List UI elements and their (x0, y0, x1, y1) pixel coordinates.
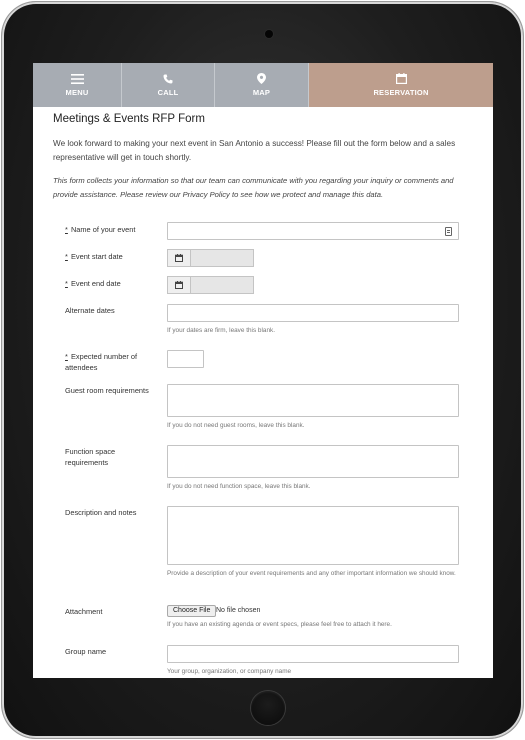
end-date-picker-button[interactable] (167, 276, 190, 294)
event-name-label-text: Name of your event (70, 225, 136, 234)
privacy-notice-text: This form collects your information so that our team can communicate with you regarding your inquiry or comments and provide assistance. Please review our (53, 176, 454, 199)
end-date-field (167, 276, 254, 294)
group-name-input[interactable] (167, 645, 459, 663)
camera-dot (265, 30, 273, 38)
start-date-picker-button[interactable] (167, 249, 190, 267)
phone-icon (163, 74, 173, 84)
event-name-label (65, 224, 160, 235)
attendees-label-text: Expected number of attendees (65, 352, 138, 372)
nav-reservation-label: RESERVATION (373, 88, 429, 97)
required-marker: * (65, 352, 68, 361)
start-date-input[interactable] (190, 249, 254, 267)
top-nav (33, 63, 493, 107)
function-space-textarea[interactable] (167, 445, 459, 478)
privacy-notice-text-end: to see how we protect and manage this data. (229, 189, 384, 199)
description-textarea[interactable] (167, 506, 459, 565)
end-date-label (65, 278, 160, 289)
attendees-label (65, 351, 160, 373)
end-date-input[interactable] (190, 276, 254, 294)
calendar-icon (396, 73, 407, 84)
nav-reservation[interactable] (309, 63, 493, 107)
start-date-label-text: Event start date (70, 252, 123, 261)
privacy-policy-link[interactable]: Privacy Policy (182, 189, 230, 199)
guest-rooms-label: Guest room requirements (65, 386, 149, 395)
function-space-label: Function space requirements (65, 447, 116, 467)
choose-file-button[interactable]: Choose File (167, 605, 216, 617)
alternate-dates-input[interactable] (167, 304, 459, 322)
nav-call[interactable] (122, 63, 215, 107)
required-marker: * (65, 225, 68, 234)
map-pin-icon (257, 73, 266, 84)
contact-card-icon[interactable] (445, 227, 452, 236)
guest-rooms-textarea[interactable] (167, 384, 459, 417)
start-date-label (65, 251, 160, 262)
intro-text: We look forward to making your next event in San Antonio a success! Please fill out the form below and a sales representative will get in touch shortly. (53, 139, 456, 162)
home-button[interactable] (251, 691, 285, 725)
attachment-hint: If you have an existing agenda or event specs, please feel free to attach it here. (167, 621, 392, 628)
description-label: Description and notes (65, 508, 137, 517)
end-date-label-text: Event end date (70, 279, 121, 288)
nav-map[interactable] (215, 63, 309, 107)
attachment-label: Attachment (65, 607, 103, 616)
nav-call-label: CALL (157, 87, 179, 97)
screen (33, 63, 493, 678)
required-marker: * (65, 279, 68, 288)
function-space-hint: If you do not need function space, leave this blank. (167, 483, 311, 490)
calendar-icon (175, 249, 183, 267)
page-title: Meetings & Events RFP Form (53, 113, 205, 125)
guest-rooms-hint: If you do not need guest rooms, leave this blank. (167, 422, 305, 429)
file-status-text: No file chosen (216, 607, 261, 614)
menu-icon (71, 74, 84, 84)
attendees-input[interactable] (167, 350, 204, 368)
alternate-dates-hint: If your dates are firm, leave this blank. (167, 327, 275, 334)
description-hint: Provide a description of your event requirements and any other important information we should know. (167, 570, 456, 577)
group-name-label: Group name (65, 647, 107, 656)
group-name-hint: Your group, organization, or company name (167, 668, 292, 675)
event-name-input[interactable] (167, 222, 459, 240)
nav-map-label: MAP (252, 88, 271, 97)
form-header (33, 107, 493, 201)
nav-menu-label: MENU (65, 87, 89, 97)
privacy-notice (53, 174, 473, 201)
required-marker: * (65, 252, 68, 261)
start-date-field (167, 249, 254, 267)
nav-menu[interactable] (33, 63, 122, 107)
alternate-dates-label: Alternate dates (65, 306, 115, 315)
calendar-icon (175, 276, 183, 294)
